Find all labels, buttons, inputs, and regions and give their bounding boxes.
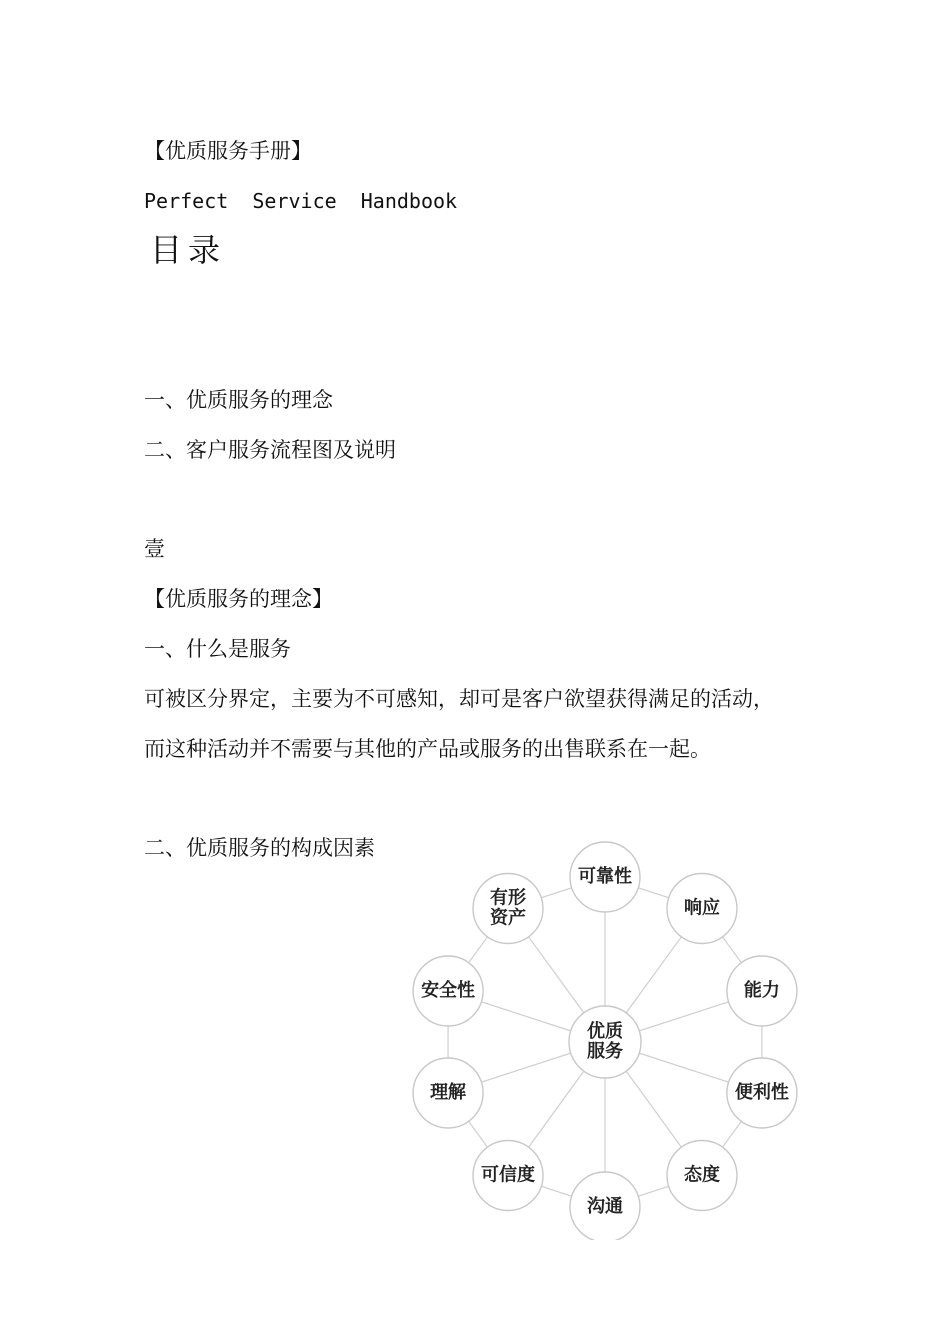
ring-connector [541, 888, 571, 898]
node-label: 响应 [683, 897, 720, 919]
node-label: 沟通 [587, 1196, 623, 1217]
factor-node [727, 956, 797, 1026]
factor-node [667, 874, 737, 944]
node-label: 可信度 [481, 1164, 536, 1186]
factor-node [413, 1058, 483, 1128]
toc-heading: 目录 [150, 231, 227, 269]
spoke-connector [529, 937, 584, 1013]
spoke-connector [481, 1002, 570, 1031]
factor-node [727, 1058, 797, 1128]
node-label: 可靠性 [578, 866, 632, 887]
ring-connector [723, 1121, 742, 1147]
ring-connector [638, 1186, 668, 1196]
factor-node [413, 956, 483, 1026]
toc-item-1[interactable]: 一、优质服务的理念 [144, 388, 333, 412]
section-title: 【优质服务的理念】 [144, 587, 333, 611]
node-label: 理解 [430, 1081, 467, 1103]
factor-node [667, 1140, 737, 1210]
service-factors-diagram [395, 840, 815, 1240]
center-node [569, 1006, 641, 1078]
node-label: 便利性 [734, 1081, 789, 1103]
spoke-connector [639, 1053, 728, 1082]
ring-connector [638, 888, 668, 898]
spoke-connector [529, 1071, 584, 1147]
ring-connector [469, 937, 488, 963]
factor-node [473, 874, 543, 944]
subsection-heading-1: 一、什么是服务 [144, 637, 291, 661]
body-paragraph-line-1: 可被区分界定，主要为不可感知，却可是客户欲望获得满足的活动， [144, 687, 774, 711]
ring-connector [469, 1121, 488, 1147]
ring-connector [723, 937, 742, 963]
node-label: 优质 [587, 1021, 623, 1042]
node-label: 安全性 [421, 980, 476, 1002]
factor-node [570, 842, 640, 912]
node-label: 资产 [490, 907, 527, 929]
node-label: 服务 [587, 1041, 623, 1062]
node-label: 态度 [683, 1164, 720, 1186]
spoke-connector [626, 937, 681, 1013]
spoke-connector [481, 1053, 570, 1082]
spoke-connector [626, 1071, 681, 1147]
node-label: 有形 [490, 887, 527, 909]
body-paragraph-line-2: 而这种活动并不需要与其他的产品或服务的出售联系在一起。 [144, 737, 711, 761]
handbook-title-en: Perfect Service Handbook [144, 189, 458, 213]
node-label: 能力 [743, 980, 780, 1002]
subsection-heading-2: 二、优质服务的构成因素 [144, 836, 375, 860]
toc-item-2[interactable]: 二、客户服务流程图及说明 [144, 438, 396, 462]
factor-node [473, 1140, 543, 1210]
handbook-title-cn: 【优质服务手册】 [144, 139, 312, 163]
section-number: 壹 [144, 537, 165, 561]
ring-connector [541, 1186, 571, 1196]
spoke-connector [639, 1002, 728, 1031]
factor-node [570, 1172, 640, 1240]
